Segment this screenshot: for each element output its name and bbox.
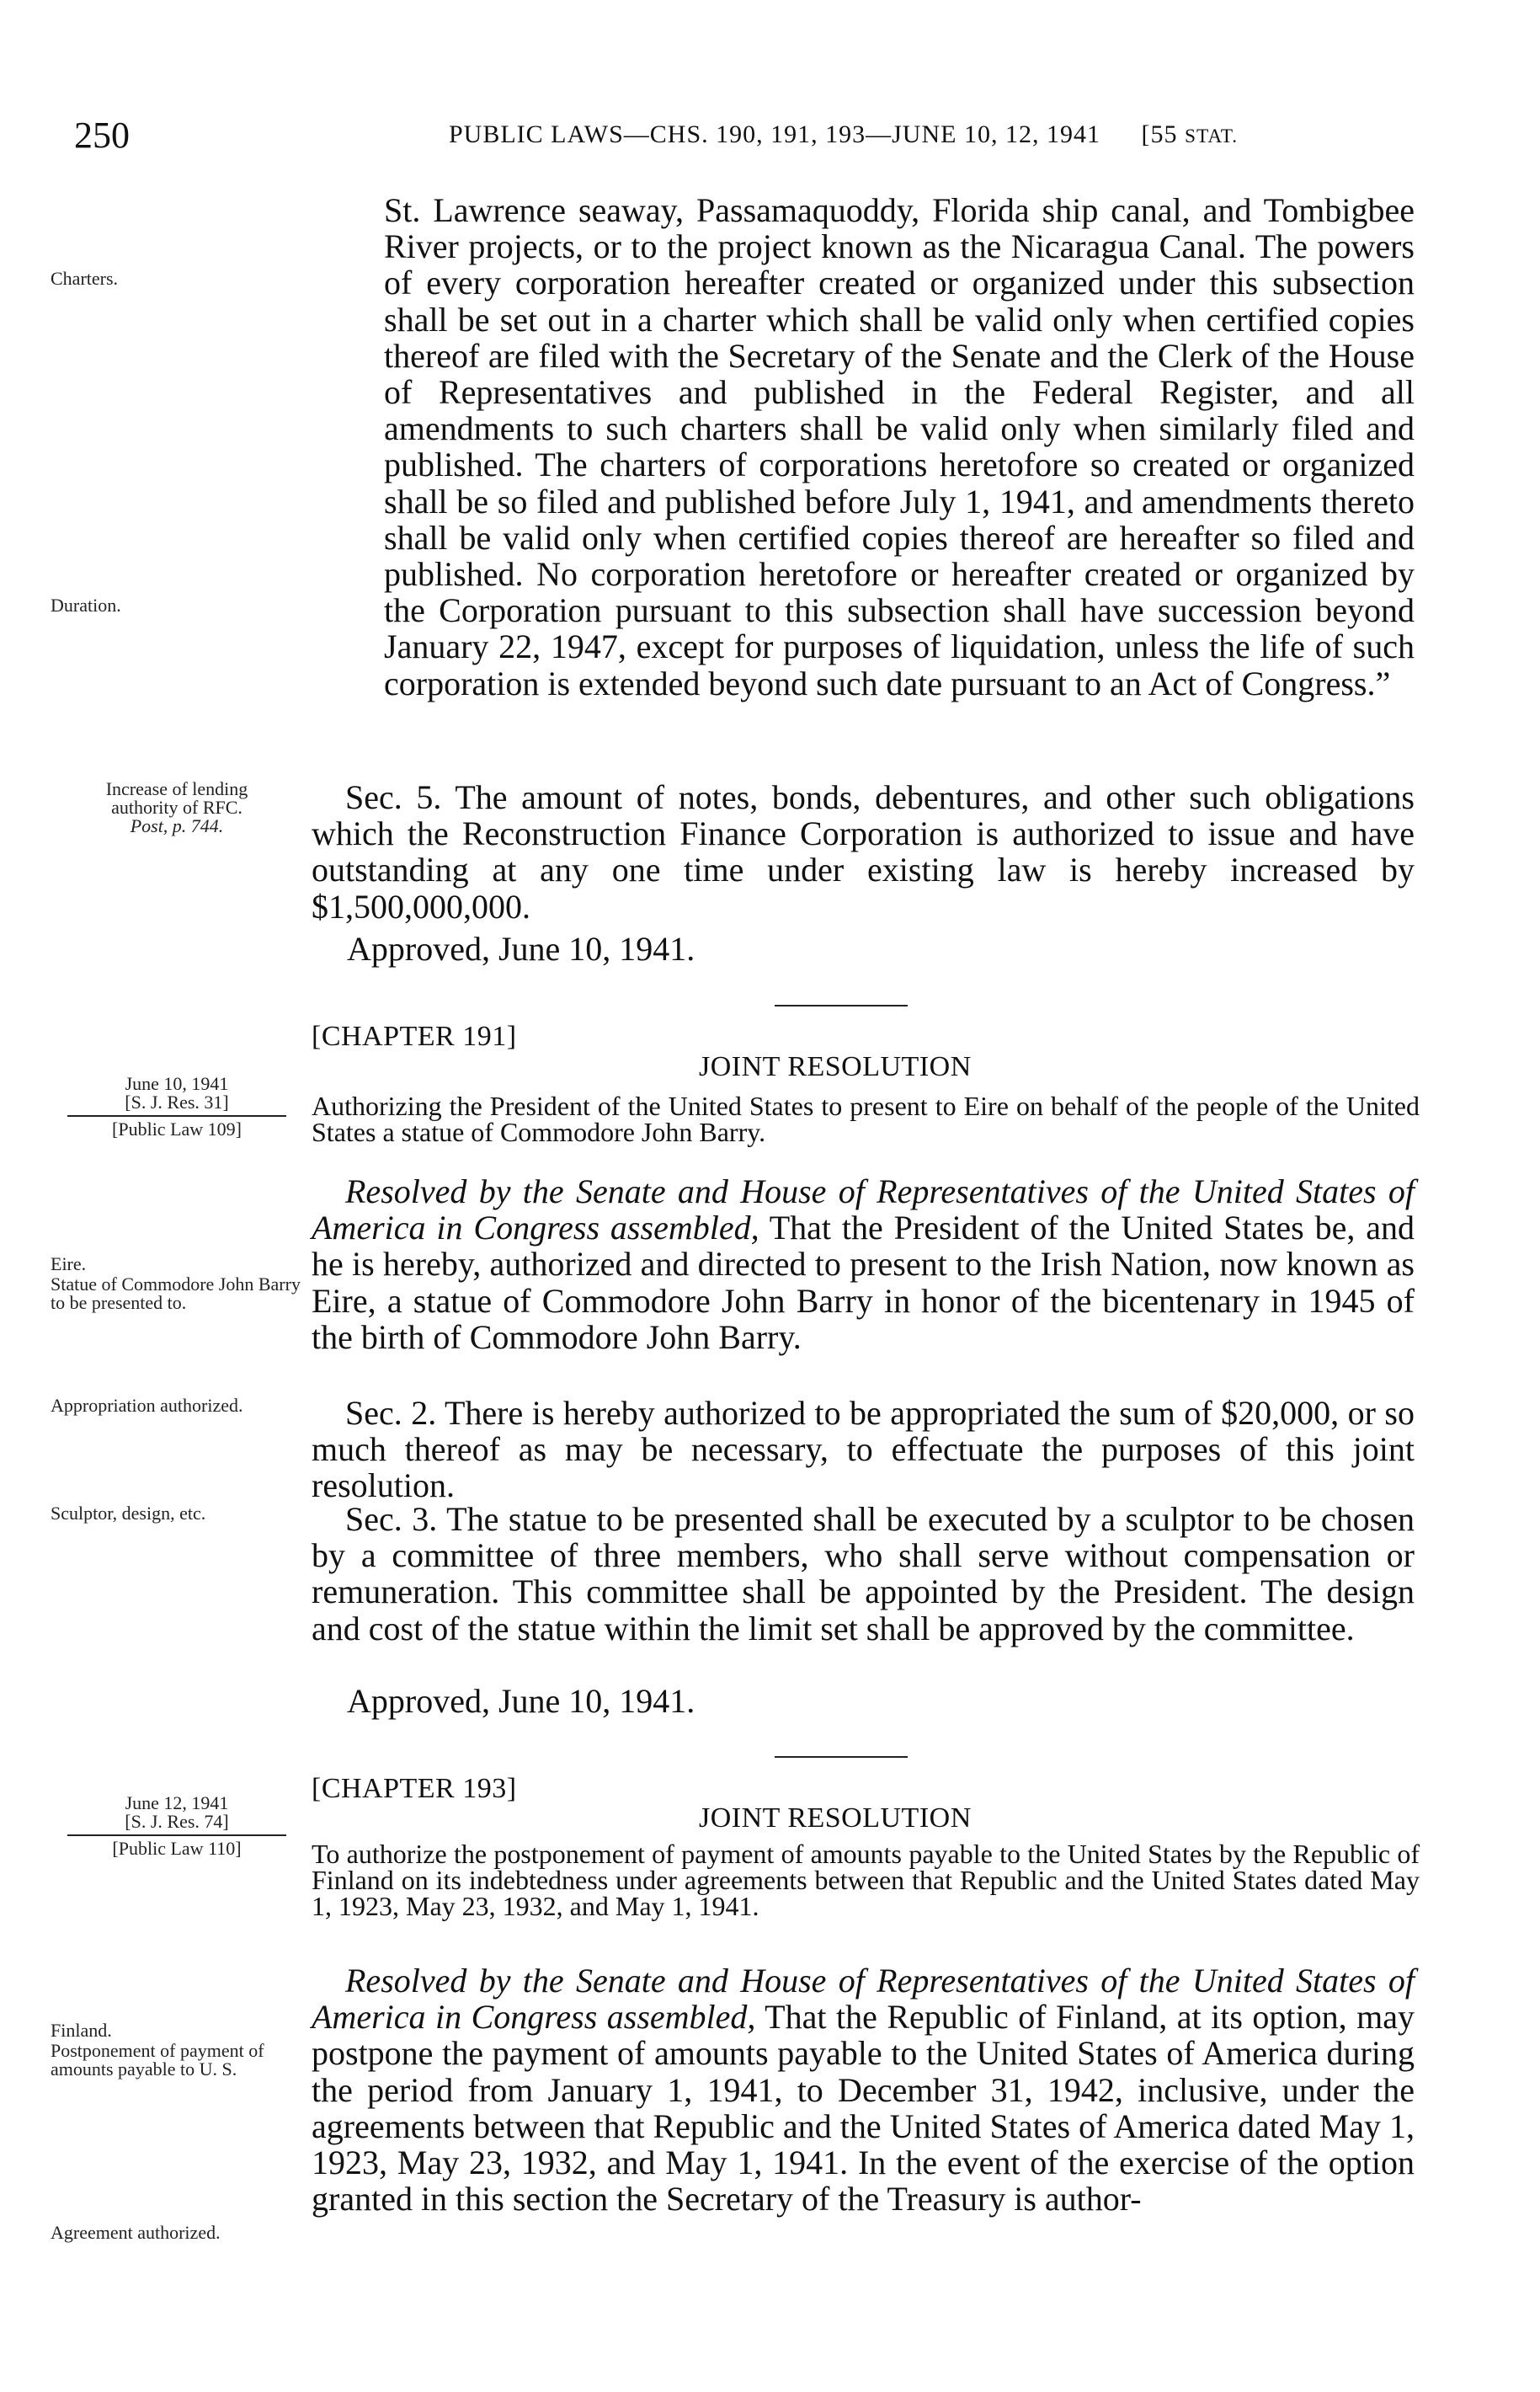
page-number: 250 [74,115,130,156]
sec5-paragraph [312,779,1415,925]
note-postponement: Postponement of payment of amounts payable to U. S. [51,2040,264,2080]
note-sculptor: Sculptor, design, etc. [51,1503,206,1524]
approved-june-10-a: Approved, June 10, 1941. [347,930,695,968]
note-increase-post: Post, p. 744. [130,815,224,836]
chapter-193-resolved-paragraph [312,1962,1415,2217]
chapter-193-public-law: [Public Law 110] [67,1834,286,1858]
chapter-191-sec2-text: There is hereby authorized to be appropriated the sum of $20,000, or so much thereof as may be necessary, to effectuate the purposes of this joint resolution. [312,1394,1415,1505]
approved-june-10-b: Approved, June 10, 1941. [347,1682,695,1720]
sec5-text: The amount of notes, bonds, debentures, and other such obligations which the Reconstruction Finance Corporation is authorized to issue and have outstanding at any one time under existing law is hereby increased by $1,500,000,000. [312,778,1415,926]
chapter-191-sec3-label: Sec. 3. [345,1500,438,1538]
chapter-191-resolved-text: That the President of the United States be, and he is hereby, authorized and directed to present to the Irish Nation, now known as Eire, a statue of Commodore John Barry in honor of the bicentenary in 1945 of the birth of Commodore John Barry. [312,1209,1415,1356]
note-statue: Statue of Commodore John Barry to be presented to. [51,1273,301,1313]
chapter-191-public-law: [Public Law 109] [67,1115,286,1139]
section-continuation-paragraph: St. Lawrence seaway, Passamaquoddy, Florida ship canal, and Tombigbee River projects, or to the project known as the Nicaragua Canal. The powers of every corporation hereafter created or organized under this subsection shall be set out in a charter which shall be valid only when certified copies thereof are filed with the Secretary of the Senate and the Clerk of the House of Representatives and published in the Federal Register, and all amendments to such charters shall be valid only when similarly filed and published. The charters of corporations heretofore so created or organized shall be so filed and published before July 1, 1941, and amendments thereto shall be valid only when certified copies thereof are hereafter so filed and published. No corporation heretofore or hereafter created or organized by the Corporation pursuant to this subsection shall have succession beyond January 22, 1947, except for purposes of liquidation, unless the life of such corporation is extended beyond such date pursuant to an Act of Congress.” [384,191,1415,702]
note-appropriation: Appropriation authorized. [51,1395,243,1416]
volume-ref [1141,120,1238,148]
chapter-191-resolved-clause: Resolved by the Senate and House of Representatives of the United States of America in Congress assembled, [312,1172,1415,1247]
sec5-label: Sec. 5. [345,778,442,816]
chapter-191-res: [S. J. Res. 31] [125,1092,229,1113]
chapter-193-resolved-clause: Resolved by the Senate and House of Representatives of the United States of America in Congress assembled, [312,1962,1415,2037]
note-increase-line1: Increase of lending [105,778,248,799]
note-increase-lending [67,780,286,836]
chapter-191-date: June 10, 1941 [125,1073,229,1094]
note-charters: Charters. [51,268,119,289]
chapter-193-heading: JOINT RESOLUTION [699,1802,972,1834]
chapter-193-res: [S. J. Res. 74] [125,1811,229,1832]
volume-stat: STAT. [1184,125,1239,147]
note-agreement: Agreement authorized. [51,2222,221,2243]
chapter-191-sec2-label: Sec. 2. [345,1394,437,1432]
chapter-193-citation [67,1794,286,1858]
note-duration: Duration. [51,595,121,616]
page-header [74,114,1455,164]
chapter-193-label: [CHAPTER 193] [312,1773,517,1804]
running-head-title: PUBLIC LAWS—CHS. 190, 191, 193—JUNE 10, 12, 1941 [449,120,1100,148]
chapter-191-summary: Authorizing the President of the United States to present to Eire on behalf of the people of the United States a statue of Commodore John Barry. [312,1091,1420,1147]
chapter-193-summary: To authorize the postponement of payment of amounts payable to the United States by the Republic of Finland on its indebtedness under agreements between that Republic and the United States dated May 1, 1923, May 23, 1932, and May 1, 1941. [312,1839,1420,1921]
chapter-191-sec2-paragraph [312,1395,1415,1504]
chapter-191-sec3-paragraph [312,1501,1415,1647]
note-increase-line2: authority of RFC. [111,797,242,818]
chapter-193-date: June 12, 1941 [125,1792,229,1813]
chapter-193-resolved-text: That the Republic of Finland, at its option, may postpone the payment of amounts payable to the United States of America during the period from January 1, 1941, to December 31, 1942, inclusive, under the agreements between that Republic and the United States of America dated May 1, 1923, May 23, 1932, and May 1, 1941. In the event of the exercise of the option granted in this section the Secretary of the Treasury is author- [312,1998,1415,2218]
chapter-191-resolved-paragraph [312,1173,1415,1355]
note-finland: Finland. [51,2020,112,2041]
chapter-divider-193 [775,1756,908,1758]
note-eire: Eire. [51,1253,87,1274]
running-head [449,120,1238,149]
chapter-191-label: [CHAPTER 191] [312,1021,517,1052]
volume-number: [55 [1141,120,1185,148]
chapter-191-sec3-text: The statue to be presented shall be executed by a sculptor to be chosen by a committee of three members, who shall serve without compensation or remuneration. This committee shall be appointed by the President. The design and cost of the statue within the limit set shall be approved by the committee. [312,1500,1415,1647]
chapter-191-heading: JOINT RESOLUTION [699,1051,972,1082]
chapter-divider-191 [775,1005,908,1006]
chapter-191-citation [67,1075,286,1139]
